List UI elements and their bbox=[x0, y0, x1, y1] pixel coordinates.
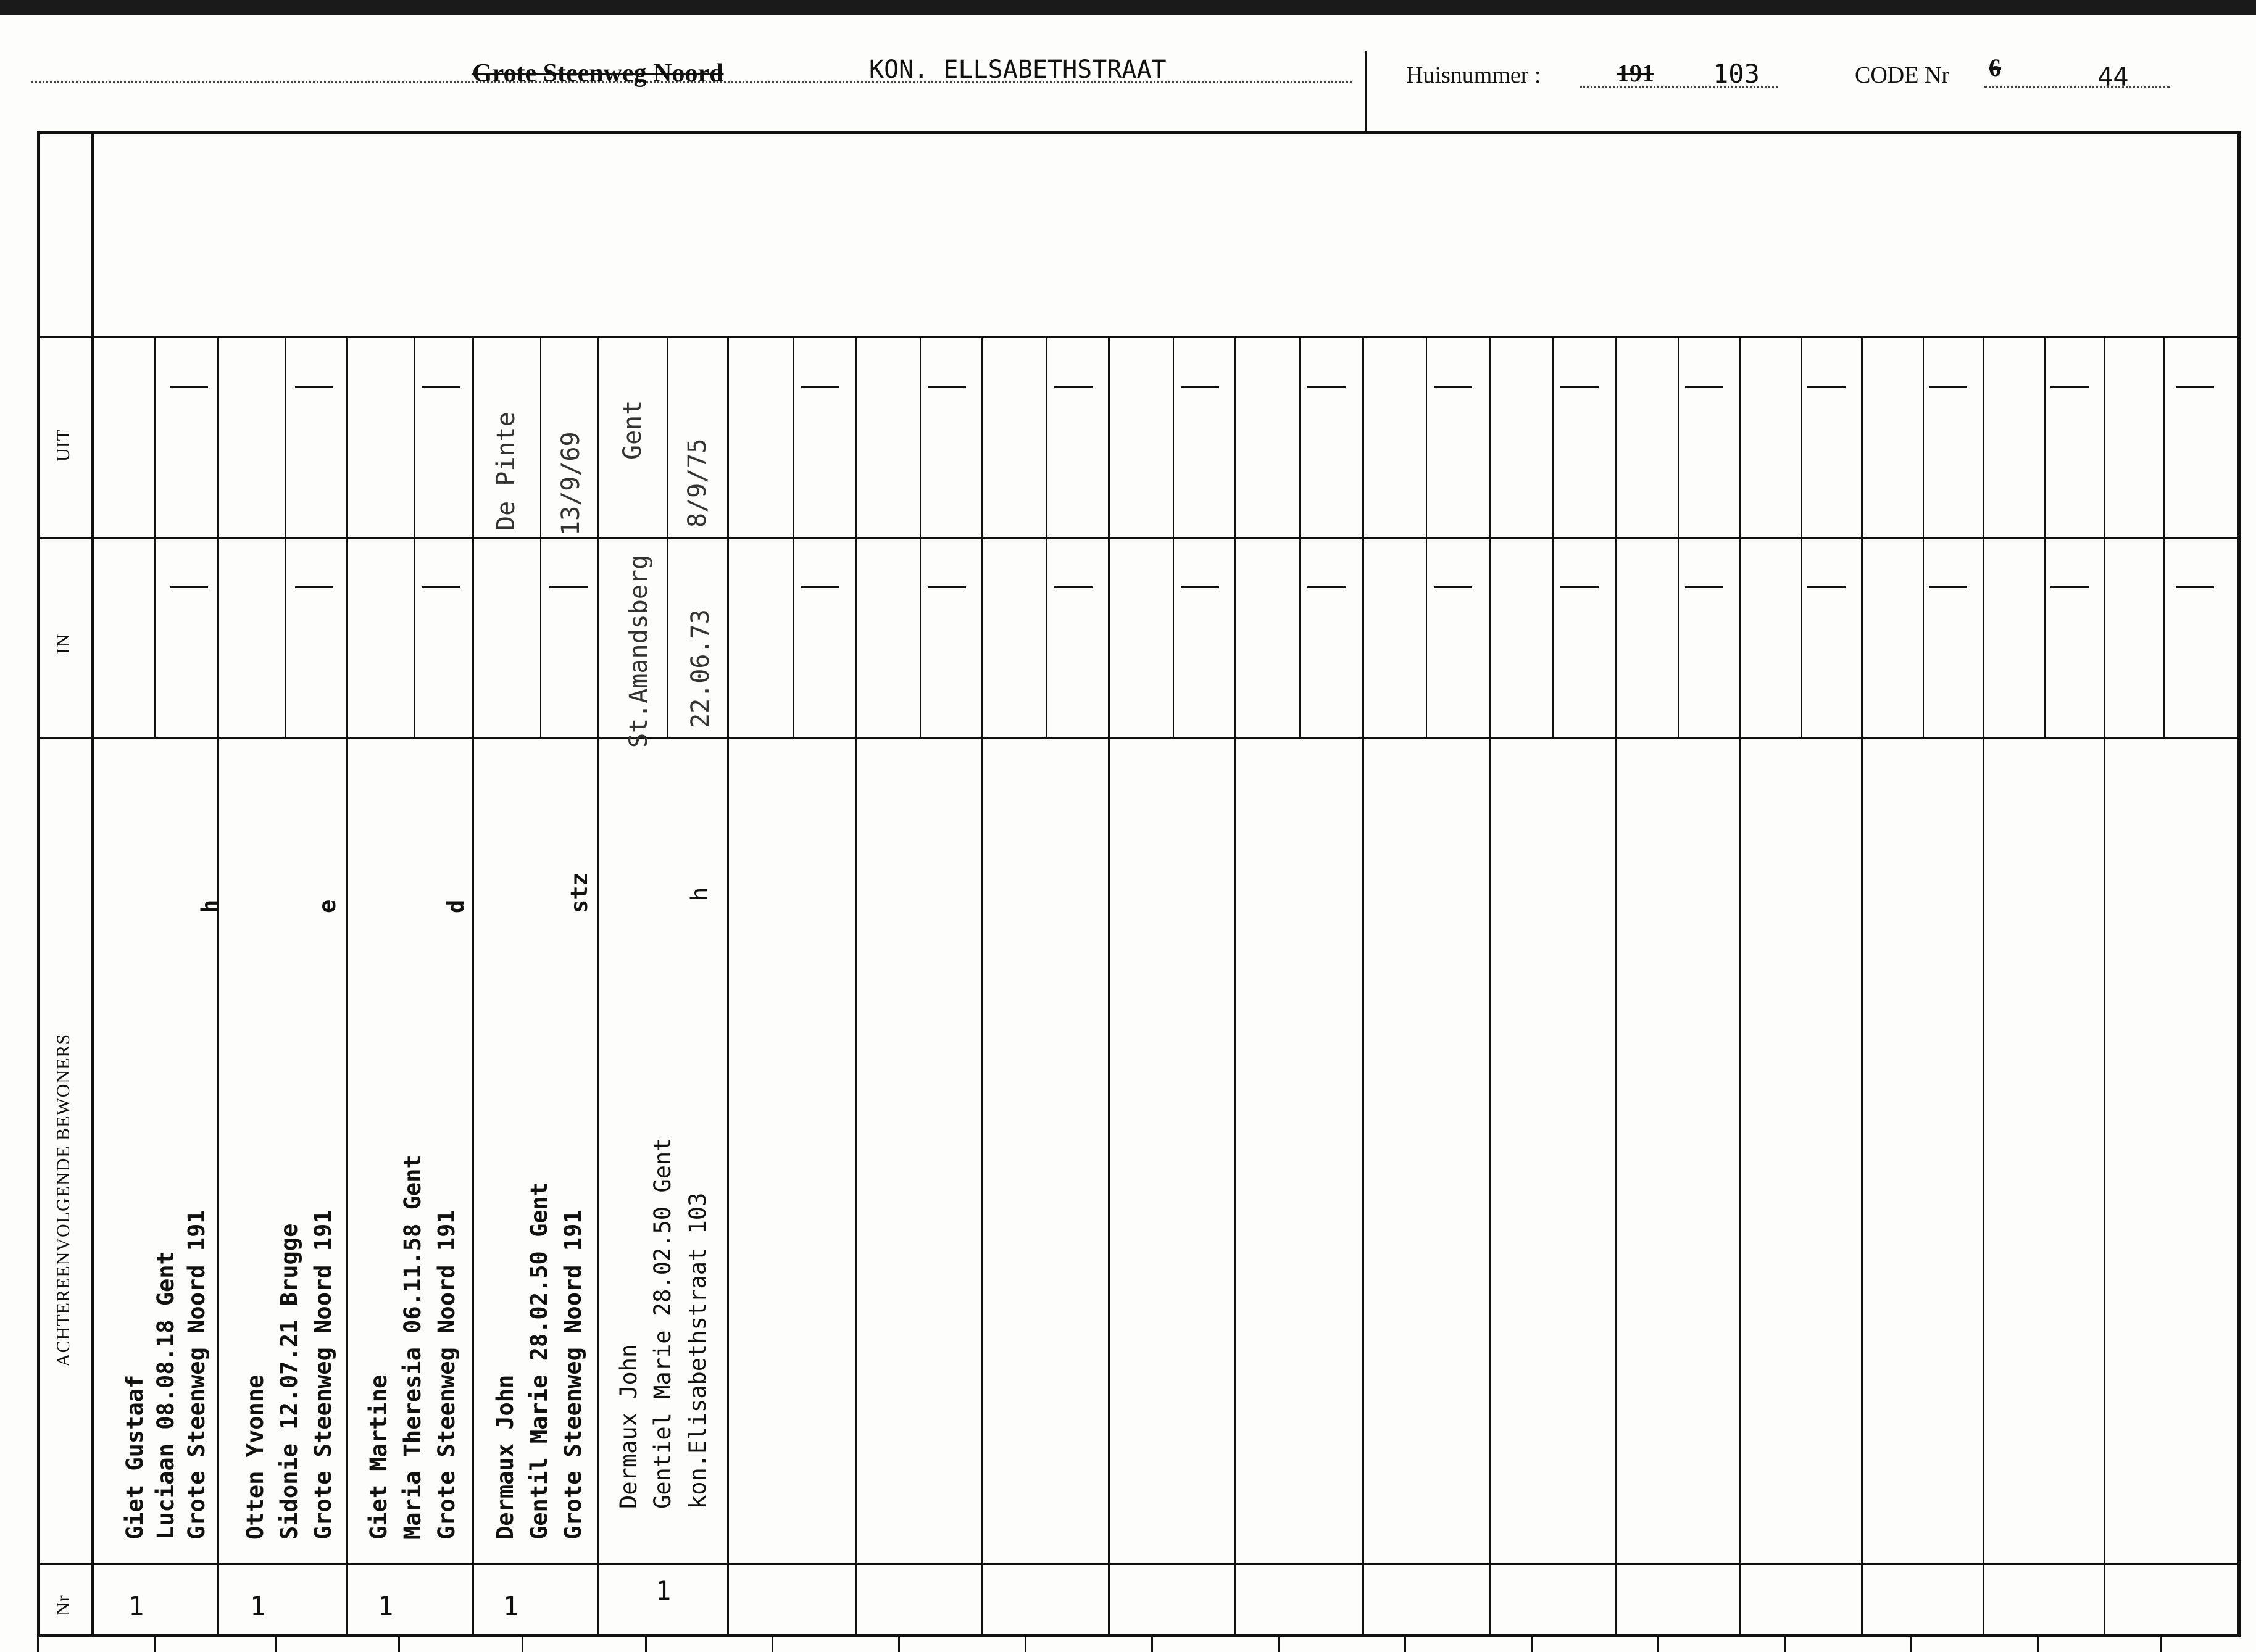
sub-divider-6 bbox=[793, 336, 794, 737]
entry-3-mark: d bbox=[443, 899, 469, 913]
col-divider-1 bbox=[217, 336, 219, 1635]
entry-4-uit-date: 13/9/69 bbox=[557, 431, 585, 536]
code-old: 6 bbox=[1989, 54, 2001, 81]
uit-dash bbox=[1560, 386, 1599, 388]
bottom-tick bbox=[1531, 1636, 1533, 1652]
col-divider-14 bbox=[1861, 336, 1863, 1635]
entry-4-line-1: Dermaux John bbox=[492, 1374, 518, 1540]
row-divider-residents-top bbox=[37, 737, 2241, 739]
col-divider-4 bbox=[597, 336, 599, 1635]
col-divider-5 bbox=[727, 336, 729, 1635]
entry-5-uit-place: Gent bbox=[618, 400, 647, 460]
entry-3-line-3: Grote Steenweg Noord 191 bbox=[433, 1210, 460, 1540]
in-dash bbox=[1560, 586, 1599, 588]
in-dash bbox=[928, 586, 966, 588]
nr-label: Nr bbox=[53, 1595, 73, 1616]
col-divider-7 bbox=[981, 336, 983, 1635]
sub-divider-16 bbox=[2044, 336, 2046, 737]
entry-5-in-date: 22.06.73 bbox=[686, 609, 715, 728]
sub-divider-12 bbox=[1552, 336, 1554, 737]
bottom-tick bbox=[1278, 1636, 1280, 1652]
col-divider-12 bbox=[1615, 336, 1617, 1635]
entry-1-line-3: Grote Steenweg Noord 191 bbox=[183, 1210, 210, 1540]
in-dash bbox=[1685, 586, 1723, 588]
uit-dash bbox=[170, 386, 208, 388]
row-divider-uit-top bbox=[37, 336, 2241, 338]
col-divider-9 bbox=[1234, 336, 1236, 1635]
sub-divider-1 bbox=[154, 336, 156, 737]
bottom-tick bbox=[37, 1636, 39, 1652]
residents-label: ACHTEREENVOLGENDE BEWONERS bbox=[53, 1033, 73, 1367]
uit-dash bbox=[928, 386, 966, 388]
table-left-border bbox=[37, 131, 40, 1637]
in-dash bbox=[2050, 586, 2089, 588]
entry-3-nr: 1 bbox=[378, 1591, 394, 1621]
uit-dash bbox=[1685, 386, 1723, 388]
col-divider-10 bbox=[1362, 336, 1364, 1635]
entry-5-nr: 1 bbox=[656, 1575, 672, 1606]
row-divider-in-top bbox=[37, 537, 2241, 539]
entry-4-line-3: Grote Steenweg Noord 191 bbox=[560, 1210, 586, 1540]
house-number-label: Huisnummer : bbox=[1406, 62, 1541, 88]
in-dash bbox=[1307, 586, 1346, 588]
entry-2-nr: 1 bbox=[250, 1591, 266, 1621]
bottom-tick bbox=[275, 1636, 277, 1652]
bottom-tick bbox=[1784, 1636, 1786, 1652]
entry-4-nr: 1 bbox=[503, 1591, 519, 1621]
bottom-tick bbox=[772, 1636, 773, 1652]
uit-dash bbox=[295, 386, 333, 388]
uit-dash bbox=[2176, 386, 2214, 388]
entry-3-line-2: Maria Theresia 06.11.58 Gent bbox=[399, 1155, 426, 1540]
bottom-tick bbox=[898, 1636, 900, 1652]
entry-5-uit-date: 8/9/75 bbox=[683, 438, 712, 528]
entry-2-line-3: Grote Steenweg Noord 191 bbox=[310, 1210, 336, 1540]
entry-1-mark: h bbox=[197, 899, 223, 913]
bottom-tick bbox=[398, 1636, 400, 1652]
entry-3-line-1: Giet Martine bbox=[365, 1374, 392, 1540]
entry-2-mark: e bbox=[314, 899, 341, 913]
uit-dash bbox=[1929, 386, 1967, 388]
col-divider-16 bbox=[2104, 336, 2105, 1635]
in-label: IN bbox=[53, 633, 73, 654]
street-old: Grote Steenweg Noord bbox=[472, 59, 724, 88]
entry-2-line-2: Sidonie 12.07.21 Brugge bbox=[276, 1223, 302, 1540]
sub-divider-7 bbox=[920, 336, 921, 737]
bottom-tick bbox=[1151, 1636, 1153, 1652]
uit-dash bbox=[1054, 386, 1093, 388]
bottom-tick bbox=[2037, 1636, 2039, 1652]
sub-divider-2 bbox=[285, 336, 286, 737]
bottom-tick bbox=[2160, 1636, 2162, 1652]
uit-dash bbox=[1434, 386, 1472, 388]
sub-divider-11 bbox=[1426, 336, 1427, 737]
entry-5-mark: h bbox=[686, 887, 713, 901]
uit-dash bbox=[801, 386, 839, 388]
sub-divider-15 bbox=[1923, 336, 1924, 737]
col-divider-2 bbox=[346, 336, 348, 1635]
col-divider-8 bbox=[1108, 336, 1110, 1635]
col-divider-6 bbox=[855, 336, 857, 1635]
entry-5-line-3: kon.Elisabethstraat 103 bbox=[685, 1192, 711, 1509]
bottom-tick bbox=[1025, 1636, 1026, 1652]
uit-label: UIT bbox=[53, 429, 73, 462]
uit-dash bbox=[1807, 386, 1846, 388]
sub-divider-13 bbox=[1678, 336, 1679, 737]
entry-5-line-2: Gentiel Marie 28.02.50 Gent bbox=[649, 1137, 676, 1509]
in-dash bbox=[2176, 586, 2214, 588]
bottom-tick bbox=[645, 1636, 647, 1652]
in-dash bbox=[1434, 586, 1472, 588]
in-dash bbox=[1929, 586, 1967, 588]
bottom-tick bbox=[1404, 1636, 1406, 1652]
code-dotted-line bbox=[1984, 86, 2170, 88]
entry-4-uit-place: De Pinte bbox=[492, 412, 520, 531]
house-number-new: 103 bbox=[1713, 59, 1760, 89]
col-divider-11 bbox=[1489, 336, 1491, 1635]
bottom-tick bbox=[522, 1636, 523, 1652]
table-right-border bbox=[2237, 131, 2241, 1637]
entry-1-line-2: Luciaan 08.08.18 Gent bbox=[152, 1251, 179, 1540]
table-top-border bbox=[37, 131, 2241, 134]
code-new: 44 bbox=[2097, 62, 2129, 92]
bottom-tick bbox=[154, 1636, 156, 1652]
street-new: KON. ELLSABETHSTRAAT bbox=[869, 56, 1167, 84]
entry-5-in-place: St.Amandsberg bbox=[625, 554, 653, 748]
col-divider-3 bbox=[472, 336, 474, 1635]
in-dash bbox=[295, 586, 333, 588]
sub-divider-4 bbox=[540, 336, 541, 737]
col-divider-13 bbox=[1739, 336, 1741, 1635]
in-dash bbox=[1181, 586, 1219, 588]
in-dash bbox=[422, 586, 460, 588]
in-dash bbox=[1807, 586, 1846, 588]
entry-5-line-1: Dermaux John bbox=[615, 1343, 642, 1509]
bottom-tick bbox=[1657, 1636, 1659, 1652]
uit-dash bbox=[2050, 386, 2089, 388]
entry-4-mark: stz bbox=[566, 872, 593, 913]
entry-4-line-2: Gentil Marie 28.02.50 Gent bbox=[526, 1182, 552, 1540]
in-dash bbox=[170, 586, 208, 588]
row-divider-nr-top bbox=[37, 1563, 2241, 1565]
house-number-old: 191 bbox=[1617, 59, 1654, 87]
entry-1-nr: 1 bbox=[128, 1591, 144, 1621]
sub-divider-5 bbox=[667, 336, 668, 737]
entry-2-line-1: Otten Yvonne bbox=[242, 1374, 268, 1540]
col-divider-15 bbox=[1983, 336, 1984, 1635]
sub-divider-17 bbox=[2163, 336, 2165, 737]
sub-divider-3 bbox=[414, 336, 415, 737]
in-dash bbox=[801, 586, 839, 588]
code-label: CODE Nr bbox=[1855, 62, 1950, 88]
header-divider bbox=[1365, 51, 1367, 131]
in-dash bbox=[1054, 586, 1093, 588]
scan-top-edge bbox=[0, 0, 2256, 15]
in-dash bbox=[549, 586, 588, 588]
table-left-inner-border bbox=[91, 131, 94, 1637]
sub-divider-14 bbox=[1801, 336, 1802, 737]
sub-divider-8 bbox=[1046, 336, 1047, 737]
sub-divider-9 bbox=[1173, 336, 1174, 737]
entry-1-line-1: Giet Gustaaf bbox=[122, 1374, 148, 1540]
bottom-tick bbox=[1910, 1636, 1912, 1652]
uit-dash bbox=[1181, 386, 1219, 388]
uit-dash bbox=[422, 386, 460, 388]
uit-dash bbox=[1307, 386, 1346, 388]
sub-divider-10 bbox=[1299, 336, 1301, 737]
